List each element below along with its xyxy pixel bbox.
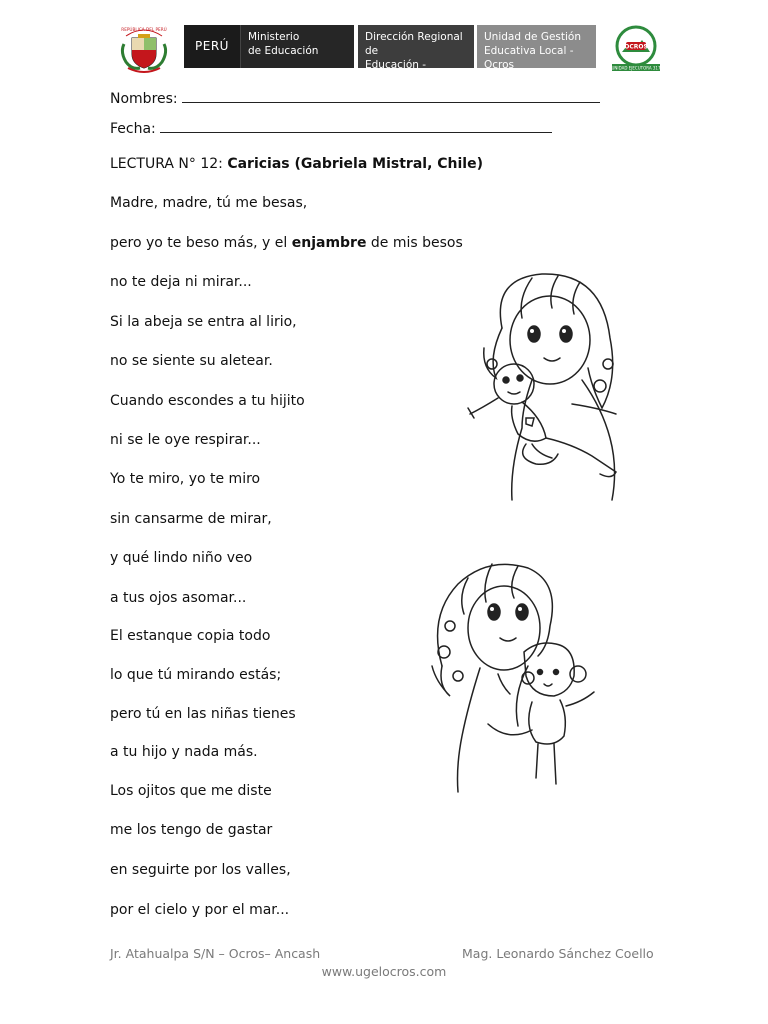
- reading-number: LECTURA N° 12:: [110, 156, 228, 172]
- nombres-label: Nombres:: [110, 91, 178, 107]
- poem-line-6: Cuando escondes a tu hijito: [110, 393, 305, 409]
- poem-line-2-a: pero yo te beso más, y el: [110, 235, 292, 251]
- direccion-block: [358, 25, 474, 85]
- poem-line-14: pero tú en las niñas tienes: [110, 706, 296, 722]
- poem-line-19: por el cielo y por el mar...: [110, 902, 290, 918]
- ugel-line-2: Educativa Local - Ocros: [484, 45, 574, 71]
- direccion-line-1: Dirección Regional de: [365, 31, 463, 57]
- poem-title: Caricias (Gabriela Mistral, Chile): [227, 156, 483, 172]
- poem-line-7: ni se le oye respirar...: [110, 432, 261, 448]
- fecha-row: [110, 118, 552, 137]
- page-header: [0, 20, 768, 85]
- footer-address: Jr. Atahualpa S/N – Ocros– Ancash: [110, 946, 321, 961]
- footer-website-link[interactable]: www.ugelocros.com: [321, 964, 447, 979]
- ugel-block: [477, 25, 596, 71]
- mother-with-baby-illustration: [462, 268, 632, 504]
- poem-line-10: y qué lindo niño veo: [110, 550, 253, 566]
- ugel-logo-subtext: UNIDAD EJECUTORA 317: [611, 65, 661, 71]
- poem-line-12: El estanque copia todo: [110, 628, 271, 644]
- ugel-ocros-logo-icon: [608, 24, 664, 74]
- poem-line-1: Madre, madre, tú me besas,: [110, 195, 308, 211]
- poem-line-17: me los tengo de gastar: [110, 822, 273, 838]
- fecha-blank[interactable]: [160, 118, 552, 133]
- poem-line-8: Yo te miro, yo te miro: [110, 471, 261, 487]
- reading-title: [110, 156, 483, 172]
- peru-label: [184, 25, 240, 68]
- poem-line-11: a tus ojos asomar...: [110, 590, 247, 606]
- fecha-label: Fecha:: [110, 121, 156, 137]
- nombres-row: [110, 88, 600, 107]
- poem-line-13: lo que tú mirando estás;: [110, 667, 282, 683]
- poem-line-15: a tu hijo y nada más.: [110, 744, 258, 760]
- coat-of-arms-icon: [118, 22, 170, 74]
- ministerio-line-2: de Educación: [248, 45, 319, 57]
- nombres-blank[interactable]: [182, 88, 600, 103]
- ministerio-line-1: Ministerio: [248, 31, 300, 43]
- direccion-line-2: Educación - Ancash: [365, 59, 427, 85]
- peru-text: PERÚ: [195, 39, 229, 53]
- ugel-logo-text: OCROS: [624, 43, 648, 51]
- ugel-line-1: Unidad de Gestión: [484, 31, 582, 43]
- poem-line-2-bold: enjambre: [291, 235, 367, 251]
- mother-with-daughter-illustration: [428, 556, 600, 796]
- seal-text: REPÚBLICA DEL PERÚ: [121, 27, 167, 32]
- poem-line-9: sin cansarme de mirar,: [110, 511, 272, 527]
- poem-line-4: Si la abeja se entra al lirio,: [110, 314, 297, 330]
- poem-line-2-c: de mis besos: [366, 235, 463, 251]
- ministerio-block: [240, 25, 354, 68]
- poem-line-16: Los ojitos que me diste: [110, 783, 272, 799]
- footer-author: Mag. Leonardo Sánchez Coello: [462, 946, 654, 961]
- poem-line-5: no se siente su aletear.: [110, 353, 273, 369]
- poem-line-3: no te deja ni mirar...: [110, 274, 252, 290]
- poem-line-2: [110, 235, 463, 251]
- poem-line-18: en seguirte por los valles,: [110, 862, 291, 878]
